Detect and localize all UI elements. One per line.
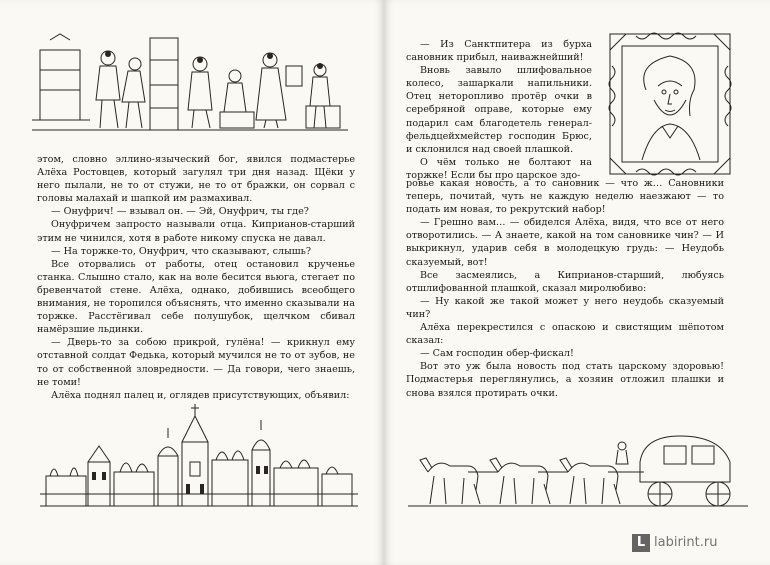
paragraph: Все оторвались от работы, отец остановил крученье станка. Слышно стало, как на воле бесится вьюга, стегает по бревенчатой стене. Алёха, однако, добившись всеобщего внимания, не торопился объяснять, что именно сказывали на торжке. Расстёгивал себе полушубок, щелчком сбивал намёрзшие льдинки.	[37, 258, 355, 336]
paragraph: — Онуфрич! — взывал он. — Эй, Онуфрич, ты где?	[51, 206, 309, 218]
right-page-top-text	[406, 38, 592, 182]
watermark	[632, 534, 717, 552]
paragraph: — На торжке-то, Онуфрич, что сказывают, слышь?	[51, 245, 312, 257]
paragraph: ровье какая новость, а то сановник — что ж… Сановники теперь, почитай, чуть не каждую неделю наезжают — то подать им новая, то рекрутский набор!	[406, 178, 724, 216]
paragraph: — Сам господин обер-фискал!	[420, 348, 574, 360]
left-page	[0, 0, 384, 565]
paragraph: О чём только не болтают на торжке! Если бы про царское здо-	[406, 156, 592, 181]
paragraph: — Ну какой же такой может у него неудобь сказуемый чин?	[406, 295, 724, 320]
city-skyline-illustration	[40, 402, 358, 510]
right-page	[384, 0, 770, 565]
watermark-logo-icon: L	[632, 534, 650, 552]
paragraph: этом, словно эллино-язычеcкий бог, явился подмастерье Алёха Ростовцев, который загулял три дня назад. Щёки у него пылали, не то от стужи, не то от бражки, он сорвал с головы малахай и шапкой им размахивал.	[37, 154, 355, 205]
paragraph: Онуфричем запросто называли отца. Киприанов-старший этим не чинился, хотя в работе никому спуска не давал.	[37, 219, 355, 244]
paragraph: — Дверь-то за собою прикрой, гулёна! — крикнул ему отставной солдат Федька, который мучился не то от зубов, не то от собственной зловредности. — Да говори, чего знаешь, не томи!	[37, 337, 355, 388]
paragraph: — Из Санктпитера из бурха сановник прибыл, наиважнейший!	[406, 39, 592, 64]
watermark-text: labirint.ru	[654, 535, 718, 550]
horse-carriage-illustration	[408, 432, 748, 512]
left-page-text	[37, 153, 355, 402]
portrait-frame-illustration	[606, 30, 734, 178]
right-page-text	[406, 177, 724, 400]
paragraph: — Грешно вам… — обиделся Алёха, видя, что все от него отворотились. — А знаете, какой на том сановнике чин? — И выкрикнул, ударив себя в молодецкую грудь: — Неудобь сказуемый, вот!	[406, 217, 724, 268]
paragraph: Алёха перекрестился с опаскою и свистящим шёпотом сказал:	[406, 322, 724, 347]
workshop-illustration	[30, 30, 350, 138]
paragraph: Вновь завыло шлифовальное колесо, зашаркали напильники. Отец неторопливо протёр очки в серебряной оправе, которые ему подарил сам благодетель генерал-фельдцейхмейстер господин Брюс, и склонился над своей плашкой.	[406, 65, 592, 155]
paragraph: Вот это уж была новость под стать царскому здоровью! Подмастерья переглянулись, а хозяин отложил плашки и снова взялся протирать очки.	[406, 361, 724, 399]
paragraph: Алёха поднял палец и, оглядев присутствующих, объявил:	[51, 389, 350, 401]
paragraph: Все засмеялись, а Киприанов-старший, любуясь отшлифованной плашкой, сказал миролюбиво:	[406, 269, 724, 294]
